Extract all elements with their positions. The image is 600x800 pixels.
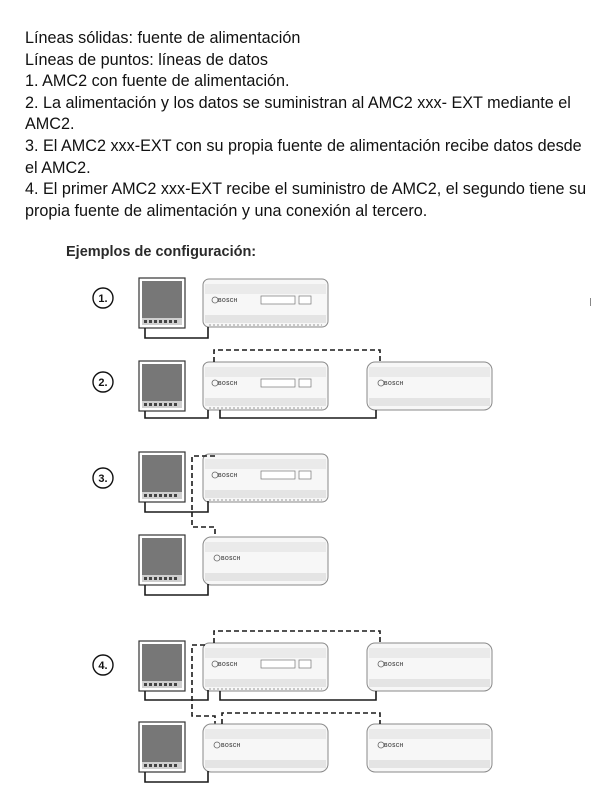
data-line [222, 713, 380, 724]
power-supply-unit [139, 361, 185, 411]
example-4 [93, 631, 492, 782]
legend-solid-lines: Líneas sólidas: fuente de alimentación [25, 29, 301, 47]
power-line [145, 771, 208, 782]
legend-item-3: 3. El AMC2 xxx-EXT con su propia fuente de alimentación recibe datos desde el AMC2. [25, 136, 582, 177]
data-line [214, 350, 380, 362]
example-3-badge [93, 468, 113, 488]
power-supply-unit [139, 722, 185, 772]
legend-item-4: 4. El primer AMC2 xxx-EXT recibe el suministro de AMC2, el segundo tiene su propia fuente de alimentación y una conexión al tercero. [25, 180, 587, 220]
config-examples-title: Ejemplos de configuración: [66, 244, 257, 260]
margin-mark [590, 298, 591, 306]
bosch-logo-text: BOSCH [384, 743, 404, 749]
bosch-logo-text: BOSCH [218, 662, 238, 668]
example-2-badge [93, 372, 113, 392]
bosch-logo-text: BOSCH [221, 556, 241, 562]
power-line [145, 501, 208, 512]
bosch-logo-text: BOSCH [221, 743, 241, 749]
bosch-logo-text: BOSCH [384, 381, 404, 387]
data-line [214, 631, 380, 643]
power-supply-unit [139, 452, 185, 502]
example-1-badge [93, 288, 113, 308]
bosch-logo-text: BOSCH [218, 473, 238, 479]
power-supply-unit [139, 641, 185, 691]
power-supply-unit [139, 278, 185, 328]
bosch-logo-text: BOSCH [218, 381, 238, 387]
legend-item-2: 2. La alimentación y los datos se suministran al AMC2 xxx- EXT mediante el AMC2. [25, 93, 571, 134]
example-1-number: 1. [98, 293, 108, 305]
legend-dotted-lines: Líneas de puntos: líneas de datos [25, 50, 268, 69]
example-3-number: 3. [98, 473, 108, 485]
bosch-logo-text: BOSCH [218, 298, 238, 304]
example-1 [93, 278, 328, 338]
example-3 [93, 452, 328, 595]
example-2 [93, 350, 492, 418]
example-4-badge [93, 655, 113, 675]
data-line [192, 512, 215, 537]
power-line [145, 584, 208, 595]
legend-item-1: 1. AMC2 con fuente de alimentación. [25, 72, 290, 91]
bosch-logo-text: BOSCH [384, 662, 404, 668]
power-line [220, 691, 376, 700]
example-2-number: 2. [98, 377, 108, 389]
example-4-number: 4. [98, 660, 108, 672]
power-supply-unit [139, 535, 185, 585]
power-line [145, 327, 208, 338]
power-line [220, 410, 376, 418]
